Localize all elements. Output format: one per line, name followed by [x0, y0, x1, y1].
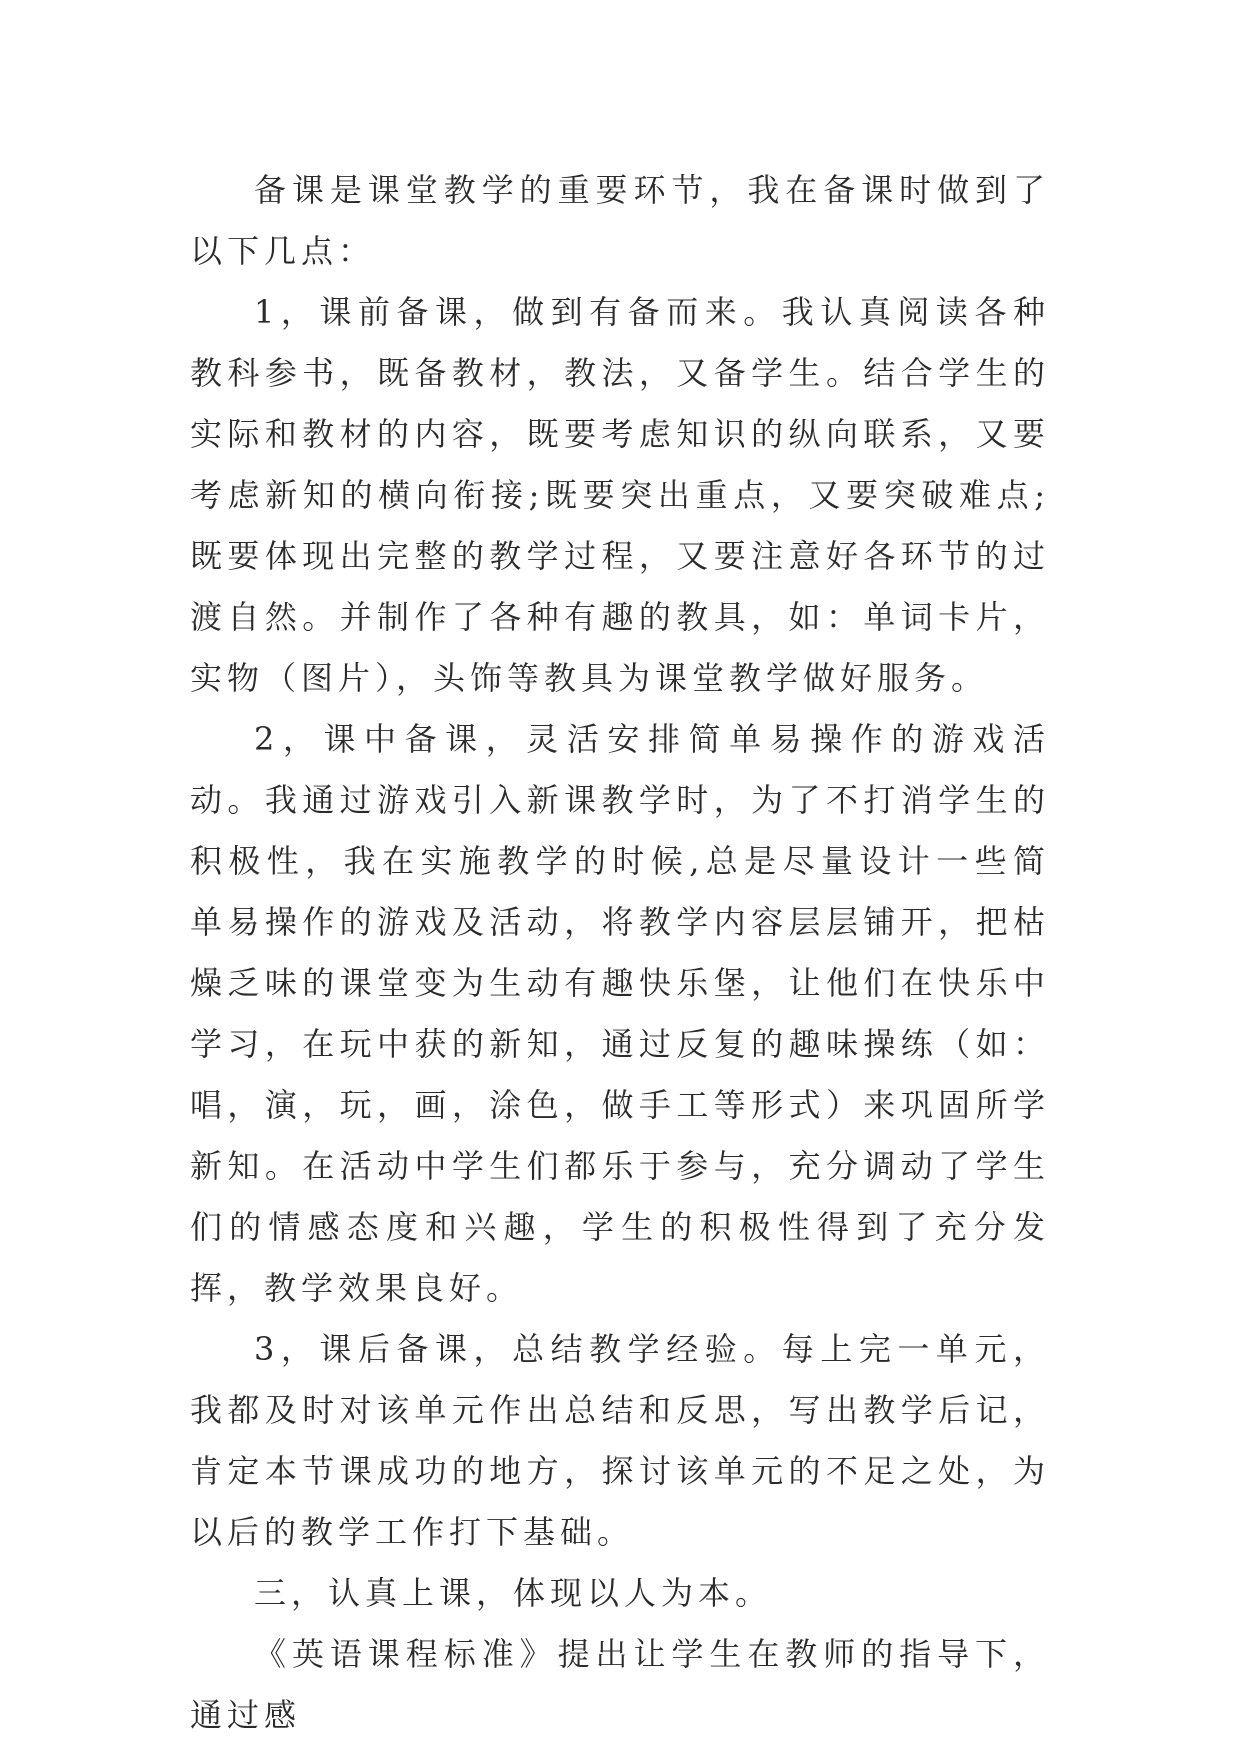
paragraph-point-2: 2，课中备课，灵活安排简单易操作的游戏活动。我通过游戏引入新课教学时，为了不打消学生的积极性，我在实施教学的时候,总是尽量设计一些简单易操作的游戏及活动，将教学内容层层铺开，把枯燥乏味的课堂变为生动有趣快乐堡，让他们在快乐中学习，在玩中获的新知，通过反复的趣味操练（如：唱，演，玩，画，涂色，做手工等形式）来巩固所学新知。在活动中学生们都乐于参与，充分调动了学生们的情感态度和兴趣，学生的积极性得到了充分发挥，教学效果良好。 — [190, 720, 1050, 1307]
paragraph-point-1: 1，课前备课，做到有备而来。我认真阅读各种教科参书，既备教材，教法，又备学生。结合学生的实际和教材的内容，既要考虑知识的纵向联系，又要考虑新知的横向衔接;既要突出重点，又要突破难点;既要体现出完整的教学过程，又要注意好各环节的过渡自然。并制作了各种有趣的教具，如：单词卡片，实物（图片），头饰等教具为课堂教学做好服务。 — [190, 293, 1050, 697]
paragraph-point-3: 3，课后备课，总结教学经验。每上完一单元，我都及时对该单元作出总结和反思，写出教学后记，肯定本节课成功的地方，探讨该单元的不足之处，为以后的教学工作打下基础。 — [190, 1330, 1050, 1551]
body-text — [190, 160, 1050, 1746]
paragraph-intro: 备课是课堂教学的重要环节，我在备课时做到了以下几点： — [190, 171, 1050, 270]
paragraph-curriculum: 《英语课程标准》提出让学生在教师的指导下，通过感 — [190, 1635, 1050, 1734]
section-heading: 三，认真上课，体现以人为本。 — [254, 1574, 773, 1612]
